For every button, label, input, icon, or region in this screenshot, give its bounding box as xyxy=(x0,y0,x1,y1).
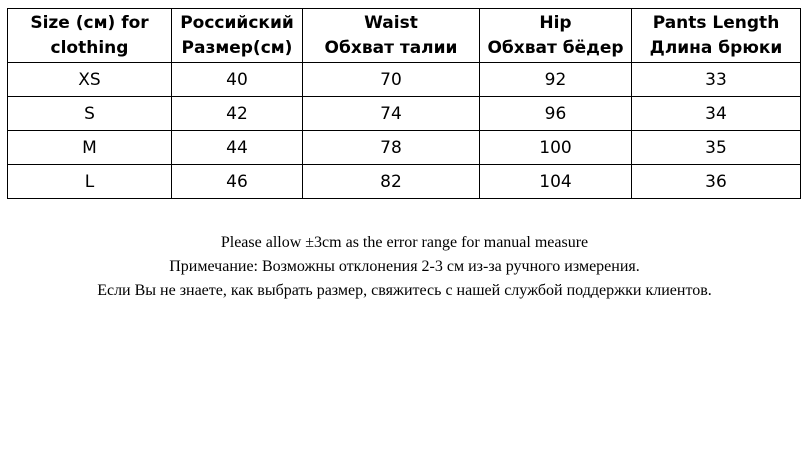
size-cell: S xyxy=(8,97,172,131)
table-row xyxy=(8,97,801,131)
hip-cell: 96 xyxy=(480,97,632,131)
header-line: Российский xyxy=(180,12,294,33)
header-line: Размер(см) xyxy=(181,37,293,58)
header-line: Waist xyxy=(364,12,418,33)
russian-size-cell: 42 xyxy=(172,97,303,131)
hip-cell: 92 xyxy=(480,63,632,97)
pants-length-cell: 35 xyxy=(632,131,801,165)
size-chart-body xyxy=(8,63,801,199)
russian-size-cell: 40 xyxy=(172,63,303,97)
measurement-notes xyxy=(0,231,809,303)
note-error-range-ru: Примечание: Возможны отклонения 2-3 см из-за ручного измерения. xyxy=(169,258,640,275)
russian-size-cell: 44 xyxy=(172,131,303,165)
header-row xyxy=(8,9,801,63)
header-hip xyxy=(480,9,632,63)
table-row xyxy=(8,63,801,97)
note-support-contact: Если Вы не знаете, как выбрать размер, свяжитесь с нашей службой поддержки клиентов. xyxy=(97,282,712,299)
table-row xyxy=(8,131,801,165)
header-line: Size (см) for xyxy=(30,12,149,33)
size-chart-table xyxy=(7,8,801,199)
waist-cell: 70 xyxy=(303,63,480,97)
pants-length-cell: 36 xyxy=(632,165,801,199)
size-chart-header xyxy=(8,9,801,63)
header-size-clothing xyxy=(8,9,172,63)
header-line: Обхват бёдер xyxy=(487,37,624,58)
header-line: Pants Length xyxy=(652,12,780,33)
hip-cell: 104 xyxy=(480,165,632,199)
header-line: Hip xyxy=(539,12,572,33)
header-line: clothing xyxy=(50,37,129,58)
note-error-range-en: Please allow ±3cm as the error range for manual measure xyxy=(220,234,589,251)
pants-length-cell: 34 xyxy=(632,97,801,131)
size-cell: XS xyxy=(8,63,172,97)
header-pants-length xyxy=(632,9,801,63)
table-row xyxy=(8,165,801,199)
waist-cell: 74 xyxy=(303,97,480,131)
size-cell: L xyxy=(8,165,172,199)
header-russian-size xyxy=(172,9,303,63)
header-waist xyxy=(303,9,480,63)
russian-size-cell: 46 xyxy=(172,165,303,199)
waist-cell: 78 xyxy=(303,131,480,165)
waist-cell: 82 xyxy=(303,165,480,199)
hip-cell: 100 xyxy=(480,131,632,165)
header-line: Длина брюки xyxy=(649,37,783,58)
pants-length-cell: 33 xyxy=(632,63,801,97)
header-line: Обхват талии xyxy=(324,37,458,58)
size-cell: M xyxy=(8,131,172,165)
